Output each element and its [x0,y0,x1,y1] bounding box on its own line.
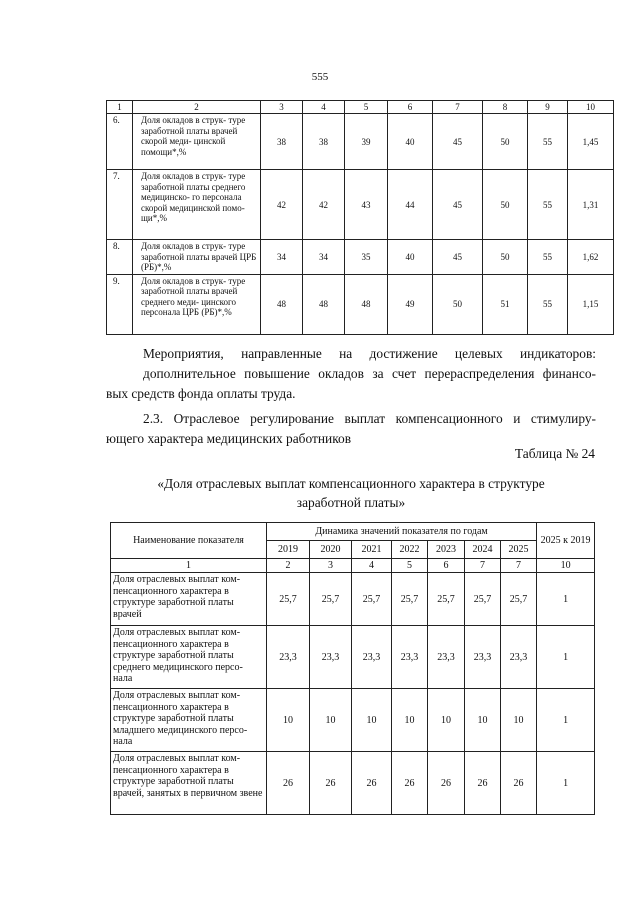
table-row [111,573,595,626]
column-index: 7 [501,559,537,573]
indicator-value: 23,3 [392,626,428,689]
indicator-value: 26 [352,752,392,815]
indicator-value: 1,45 [568,114,614,170]
column-index: 2 [267,559,310,573]
indicators-table-continued [106,100,614,335]
indicator-name: Доля окладов в струк- туре заработной платы врачей скорой меди- цинской помощи*,% [133,114,261,170]
indicator-value: 23,3 [267,626,310,689]
indicator-value: 10 [352,689,392,752]
indicator-value: 40 [388,114,433,170]
column-index: 6 [428,559,465,573]
index-row [111,559,595,573]
column-index: 3 [310,559,352,573]
indicator-value: 25,7 [428,573,465,626]
indicator-value: 51 [483,274,528,334]
indicator-value: 55 [528,274,568,334]
measures-text: дополнительное повышение окладов за счет перераспределения финансо- [143,366,596,381]
indicator-value: 55 [528,114,568,170]
indicator-value: 25,7 [392,573,428,626]
indicator-value: 25,7 [465,573,501,626]
indicator-value: 1,31 [568,170,614,240]
indicator-value: 45 [433,240,483,275]
indicator-value: 40 [388,240,433,275]
column-index: 8 [483,101,528,114]
table-title: «Доля отраслевых выплат компенсационного характера в структуре [157,476,545,491]
indicator-value: 23,3 [428,626,465,689]
indicator-value: 26 [310,752,352,815]
indicator-value: 1,62 [568,240,614,275]
column-header-ratio: 2025 к 2019 [537,523,595,559]
indicator-value: 25,7 [352,573,392,626]
column-index: 1 [111,559,267,573]
year-header: 2024 [465,541,501,559]
column-index: 3 [261,101,303,114]
column-index: 6 [388,101,433,114]
indicator-value: 55 [528,170,568,240]
indicator-name: Доля окладов в струк- туре заработной платы врачей среднего меди- цинского персонала ЦРБ (РБ)*,% [133,274,261,334]
indicator-value: 39 [345,114,388,170]
column-index: 5 [345,101,388,114]
indicator-value: 10 [465,689,501,752]
indicator-value: 45 [433,170,483,240]
indicator-name: Доля окладов в струк- туре заработной платы среднего медицинско- го персонала скорой медицинской помо- щи*,% [133,170,261,240]
indicator-value: 50 [483,170,528,240]
measures-text-end: вых средств фонда оплаты труда. [106,386,296,401]
column-index: 2 [133,101,261,114]
section-heading: 2.3. Отраслевое регулирование выплат компенсационного и стимулиру- [143,411,596,426]
column-index: 1 [107,101,133,114]
compensation-share-table [110,522,595,815]
indicator-value: 48 [303,274,345,334]
indicator-value: 1 [537,573,595,626]
indicator-value: 50 [433,274,483,334]
indicator-value: 10 [310,689,352,752]
indicator-value: 1 [537,689,595,752]
column-header-name: Наименование показателя [111,523,267,559]
indicator-value: 1 [537,626,595,689]
column-index: 4 [352,559,392,573]
indicator-value: 45 [433,114,483,170]
indicator-name: Доля отраслевых выплат ком- пенсационного характера в структуре заработной платы врачей [111,573,267,626]
row-number: 8. [107,240,133,275]
column-index: 10 [568,101,614,114]
indicator-value: 26 [392,752,428,815]
year-header: 2021 [352,541,392,559]
table-header-row [107,101,614,114]
indicator-value: 42 [261,170,303,240]
indicator-value: 10 [428,689,465,752]
table-row [111,689,595,752]
column-index: 10 [537,559,595,573]
row-number: 7. [107,170,133,240]
table-row [111,752,595,815]
year-header: 2022 [392,541,428,559]
table-row [111,626,595,689]
indicator-value: 23,3 [501,626,537,689]
indicator-value: 34 [303,240,345,275]
table-title-end: заработной платы» [296,495,406,510]
indicator-value: 26 [501,752,537,815]
column-header-dynamics: Динамика значений показателя по годам [267,523,537,541]
indicator-value: 26 [428,752,465,815]
indicator-value: 23,3 [310,626,352,689]
table-row [107,274,614,334]
indicator-value: 38 [261,114,303,170]
year-header: 2023 [428,541,465,559]
table-row [107,114,614,170]
indicator-value: 26 [465,752,501,815]
column-index: 5 [392,559,428,573]
indicator-value: 1 [537,752,595,815]
indicator-value: 38 [303,114,345,170]
column-index: 7 [433,101,483,114]
table-header-row [111,523,595,541]
row-number: 6. [107,114,133,170]
indicator-value: 10 [392,689,428,752]
indicator-value: 23,3 [352,626,392,689]
indicator-value: 25,7 [501,573,537,626]
indicator-value: 35 [345,240,388,275]
indicator-value: 50 [483,240,528,275]
indicator-value: 26 [267,752,310,815]
row-number: 9. [107,274,133,334]
indicator-value: 50 [483,114,528,170]
measures-heading: Мероприятия, направленные на достижение целевых индикаторов: [143,346,596,361]
year-header: 2019 [267,541,310,559]
indicator-value: 1,15 [568,274,614,334]
indicator-value: 44 [388,170,433,240]
indicator-name: Доля отраслевых выплат ком- пенсационного характера в структуре заработной платы среднего медицинского персо- нала [111,626,267,689]
indicator-value: 43 [345,170,388,240]
indicator-value: 42 [303,170,345,240]
column-index: 9 [528,101,568,114]
indicator-value: 23,3 [465,626,501,689]
indicator-value: 48 [345,274,388,334]
indicator-value: 10 [267,689,310,752]
indicator-value: 25,7 [267,573,310,626]
section-heading-end: ющего характера медицинских работников [106,431,352,446]
indicator-value: 10 [501,689,537,752]
indicator-name: Доля окладов в струк- туре заработной платы врачей ЦРБ (РБ)*,% [133,240,261,275]
table-row [107,240,614,275]
column-index: 4 [303,101,345,114]
year-header: 2025 [501,541,537,559]
indicator-value: 55 [528,240,568,275]
indicator-value: 49 [388,274,433,334]
indicator-value: 25,7 [310,573,352,626]
indicator-name: Доля отраслевых выплат ком- пенсационного характера в структуре заработной платы младшего медицинского персо- нала [111,689,267,752]
page-number: 555 [311,71,329,83]
column-index: 7 [465,559,501,573]
table-number: Таблица № 24 [514,446,595,461]
indicator-value: 34 [261,240,303,275]
year-header: 2020 [310,541,352,559]
indicator-name: Доля отраслевых выплат ком- пенсационного характера в структуре заработной платы врачей, занятых в первичном звене [111,752,267,815]
indicator-value: 48 [261,274,303,334]
table-row [107,170,614,240]
